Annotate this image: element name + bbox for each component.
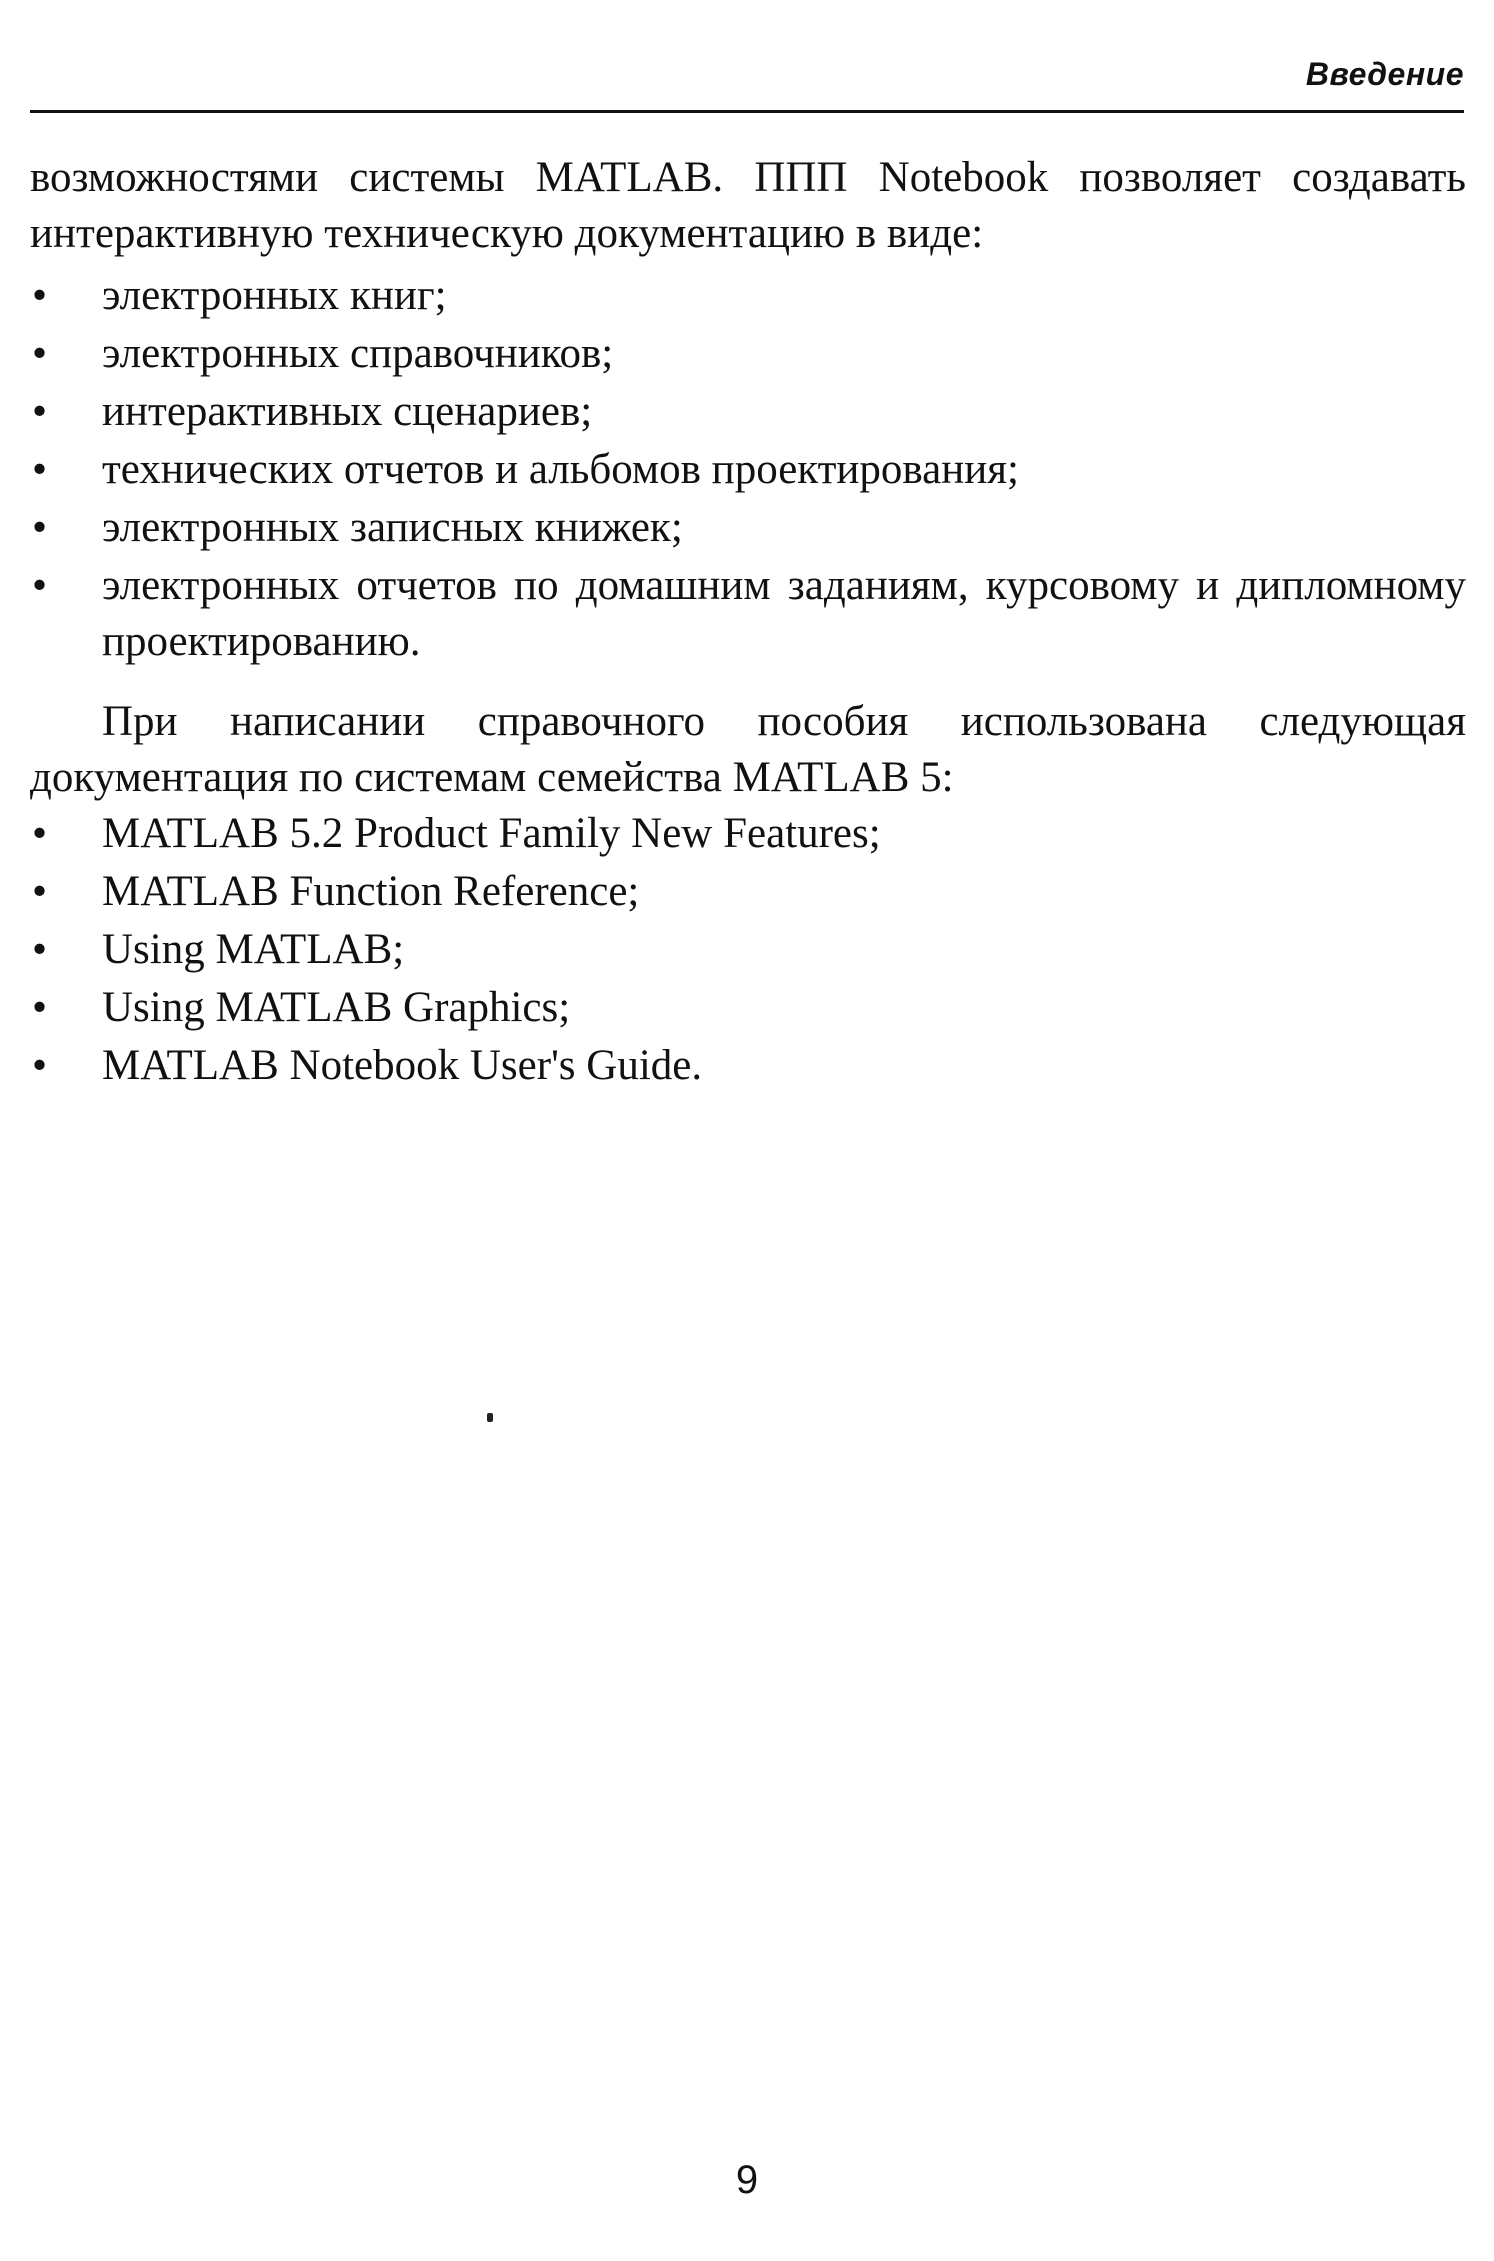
bullet-icon: • bbox=[32, 272, 48, 319]
bullet-icon: • bbox=[32, 810, 48, 857]
list-item-text: Using MATLAB Graphics; bbox=[102, 984, 571, 1031]
paragraph-gap bbox=[30, 672, 1466, 694]
list-item-text: Using MATLAB; bbox=[102, 926, 405, 973]
list-item bbox=[30, 558, 1466, 670]
list-item-text: технических отчетов и альбомов проектирования; bbox=[102, 446, 1020, 493]
list-item bbox=[30, 922, 1466, 978]
page-number: 9 bbox=[735, 2158, 759, 2202]
bullet-icon: • bbox=[32, 984, 48, 1031]
running-header: Введение bbox=[1305, 56, 1464, 92]
scan-speck bbox=[487, 1413, 493, 1422]
list-item bbox=[30, 1038, 1466, 1094]
bullet-icon: • bbox=[32, 868, 48, 915]
bullet-icon: • bbox=[32, 562, 48, 609]
bullet-icon: • bbox=[32, 504, 48, 551]
bullet-icon: • bbox=[32, 1042, 48, 1089]
list-item-text: электронных справочников; bbox=[102, 330, 614, 377]
list-item-text: электронных записных книжек; bbox=[102, 504, 683, 551]
bullet-icon: • bbox=[32, 330, 48, 377]
page-body bbox=[30, 150, 1466, 1096]
list-item bbox=[30, 384, 1466, 440]
documentation-types-list bbox=[30, 268, 1466, 670]
list-item-text: MATLAB 5.2 Product Family New Features; bbox=[102, 810, 881, 857]
bullet-icon: • bbox=[32, 926, 48, 973]
list-item-text: интерактивных сценариев; bbox=[102, 388, 593, 435]
list-item-text: электронных отчетов по домашним заданиям, курсовому и дипломному проектированию. bbox=[102, 562, 1466, 665]
bullet-icon: • bbox=[32, 388, 48, 435]
sources-list bbox=[30, 806, 1466, 1094]
list-item bbox=[30, 500, 1466, 556]
list-item bbox=[30, 268, 1466, 324]
intro-paragraph: возможностями системы MATLAB. ППП Notebook позволяет создавать интерактивную техническую документацию в виде: bbox=[30, 154, 1466, 257]
list-item bbox=[30, 980, 1466, 1036]
list-item bbox=[30, 326, 1466, 382]
list-item-text: электронных книг; bbox=[102, 272, 447, 319]
sources-paragraph: При написании справочного пособия использована следующая документация по системам семейства MATLAB 5: bbox=[30, 698, 1466, 801]
list-item-text: MATLAB Function Reference; bbox=[102, 868, 640, 915]
list-item-text: MATLAB Notebook User's Guide. bbox=[102, 1042, 703, 1089]
header-rule bbox=[30, 110, 1464, 113]
list-item bbox=[30, 806, 1466, 862]
list-item bbox=[30, 442, 1466, 498]
bullet-icon: • bbox=[32, 446, 48, 493]
list-item bbox=[30, 864, 1466, 920]
